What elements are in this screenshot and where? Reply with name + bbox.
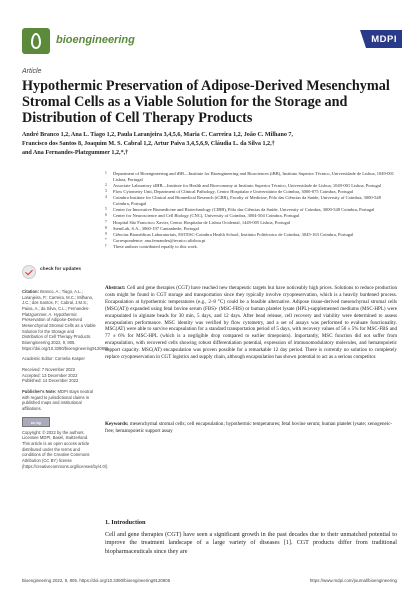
affiliation-item: 8 StemLab, S.A., 3060-197 Cantanhede, Portugal	[105, 225, 199, 231]
footer-citation[interactable]: Bioengineering 2022, 9, 805. https://doi.org/10.3390/bioengineering9120805	[22, 578, 171, 583]
affiliation-item: 9 Ciências Biomédicas Laboratoriais, ESTESC-Coimbra Health School, Instituto Politécnico de Coimbra, 3045-163 Coimbra, Portugal	[105, 231, 354, 237]
abstract-text: Cell and gene therapies (CGT) have reached new therapeutic targets but have noticeably high prices. Solutions to reduce production costs might be found in CGT storage and transportation since they typically involve cryopreservation, which is a heavily burdened process. Encapsulation at hypothermic temperatures (e.g., 2–8 °C) could be a feasible alternative. Adipose tissue-derived mesenchymal stromal cells (MSC(AT)) expanded using fetal bovine serum (FBS)- (MSC-FBS) or human platelet lysate (HPL)-supplemented mediums (MSC-HPL) were encapsulated in alginate beads for 30 min, 5 days, and 12 days. After bead release, cell recovery and viability were determined to assess encapsulation performance. MSC identity was verified by flow cytometry, and a set of assays was performed to evaluate functionality. MSC(AT) were able to survive encapsulation for a standard transportation period of 5 days, with recovery values of 56 ± 5% for MSC-FBS and 77 ± 6% for MSC-HPL (which is a negligible drop compared to earlier timepoints). Importantly, MSC function did not suffer from encapsulation, with recovered cells showing robust differentiation potential, expression of immunomodulatory molecules, and hematopoietic support capacity. MSC(AT) encapsulation was proven possible for a remarkable 12 day period. There is currently no solution to completely replace cryopreservation in CGT logistics and supply chain, although encapsulation has shown potential to act as a serious competitor.	[105, 285, 398, 361]
affiliation-item: 7 Hospital São Francisco Xavier, Centro Hospitalar de Lisboa Ocidental, 1449-005 Lisboa, Portugal	[105, 219, 291, 225]
accepted-date: Accepted: 13 December 2022	[22, 372, 78, 378]
mdpi-logo: MDPI	[366, 30, 402, 48]
keywords	[105, 421, 397, 435]
affiliation-item: 6 Center for Neuroscience and Cell Biology (CNC), University of Coimbra, 3004-504 Coimbra, Portugal	[105, 213, 300, 219]
publication-dates	[22, 367, 96, 384]
journal-header	[22, 28, 402, 56]
authors-line: and Ana Fernandes-Platzgummer 1,2,*,†	[22, 150, 129, 157]
footer-journal-link[interactable]: https://www.mdpi.com/journal/bioengineering	[309, 578, 397, 583]
copyright-text: Copyright: © 2022 by the authors. Licensee MDPI, Basel, Switzerland. This article is an open access article distributed under the terms and conditions of the Creative Commons Attribution (CC BY) license (https://creativecommons.org/licenses/by/4.0/).	[22, 429, 109, 469]
citation-block	[22, 289, 109, 351]
correspondence-email-link[interactable]: Correspondence: ana.fernandes@tecnico.ulisboa.pt	[113, 237, 206, 243]
abstract-label: Abstract:	[105, 285, 126, 291]
affiliation-item: 2 Associate Laboratory i4HB—Institute for Health and Bioeconomy at Instituto Superior Técnico, Universidade de Lisboa, 1049-001 Lisboa, Portugal	[105, 183, 381, 189]
authors-line: André Branco 1,2, Ana L. Tiago 1,2, Paula Laranjeira 3,4,5,6, Maria C. Carreira 1,2, João C. Milhano 7,	[22, 132, 293, 138]
received-date: Received: 7 November 2022	[22, 367, 76, 373]
citation-text: Branco, A.; Tiago, A.L.; Laranjeira, P.; Carreira, M.C.; Milhano, J.C.; dos Santos, F.; Cabral, J.M.S.; Paiva, A.; da Silva, C.L.; Fernandes-Platzgummer, A. Hypothermic Preservation of Adipose-Derived Mesenchymal Stromal Cells as a Viable Solution for the Storage and Distribution of Cell Therapy Products. Bioengineering 2022, 9, 805. https://doi.org/10.3390/bioengineering9120805	[22, 289, 109, 351]
authors-line: Francisco dos Santos 8, Joaquim M. S. Cabral 1,2, Artur Paiva 3,4,5,6,9, Cláudia L. da Silva 1,2,†	[22, 141, 275, 148]
affiliation-item: 4 Coimbra Institute for Clinical and Biomedical Research (iCBR), Faculty of Medicine, Pólo das Ciências da Saúde, University of Coimbra, 3000-548 Coimbra, Portugal	[105, 195, 381, 207]
keywords-label: Keywords:	[105, 421, 129, 427]
abstract	[105, 285, 397, 361]
journal-logo-icon	[22, 28, 50, 54]
correspondence: * Correspondence: ana.fernandes@tecnico.ulisboa.pt	[105, 237, 206, 243]
published-date: Published: 14 December 2022	[22, 378, 79, 384]
article-type: Article	[22, 68, 42, 75]
affiliations	[105, 171, 397, 250]
section-heading-introduction: 1. Introduction	[105, 519, 146, 526]
cc-license-icon[interactable]: cc by	[22, 417, 50, 427]
copyright-block	[22, 417, 109, 470]
check-updates-label: check for updates	[40, 267, 82, 272]
journal-name: bioengineering	[56, 34, 135, 46]
equal-contribution-note: † These authors contributed equally to this work.	[105, 243, 198, 249]
publisher-note: Publisher's Note: MDPI stays neutral with regard to jurisdictional claims in published maps and institutional affiliations.	[22, 389, 93, 412]
article-title: Hypothermic Preservation of Adipose-Derived Mesenchymal Stromal Cells as a Viable Solution for the Storage and Distribution of Cell Therapy Products	[22, 78, 390, 127]
introduction-paragraph: Cell and gene therapies (CGT) have seen a significant growth in the past decades due to their unmatched potential to improve the treatment landscape of a large variety of diseases [1]. CGT products differ from traditional biopharmaceuticals since they are	[105, 532, 397, 555]
academic-editor: Academic Editor: Cornelia Kasper	[22, 356, 85, 362]
article-sidebar	[22, 265, 109, 474]
keywords-text: mesenchymal stromal cells; cell encapsulation; hypothermic temperatures; fetal bovine serum; human platelet lysate; xenogeneic-free; hematopoietic support assay	[105, 421, 393, 434]
author-list	[22, 131, 382, 158]
affiliation-item: 1 Department of Bioengineering and iBB—Institute for Bioengineering and Biosciences (iBB), Instituto Superior Técnico, Universidade de Lisboa, 1049-001 Lisboa, Portugal	[105, 171, 394, 183]
affiliation-item: 5 Center for Innovative Biomedicine and Biotechnology (CIBB), Pólo das Ciências da Saúde, University of Coimbra, 3000-548 Coimbra, Portugal	[105, 207, 375, 213]
citation-label: Citation:	[22, 289, 39, 294]
check-updates-icon	[22, 265, 36, 279]
affiliation-item: 3 Flow Cytometry Unit, Department of Clinical Pathology, Centro Hospitalar e Universitário de Coimbra, 3000-075 Coimbra, Portugal	[105, 189, 354, 195]
check-updates-button[interactable]	[22, 265, 96, 283]
